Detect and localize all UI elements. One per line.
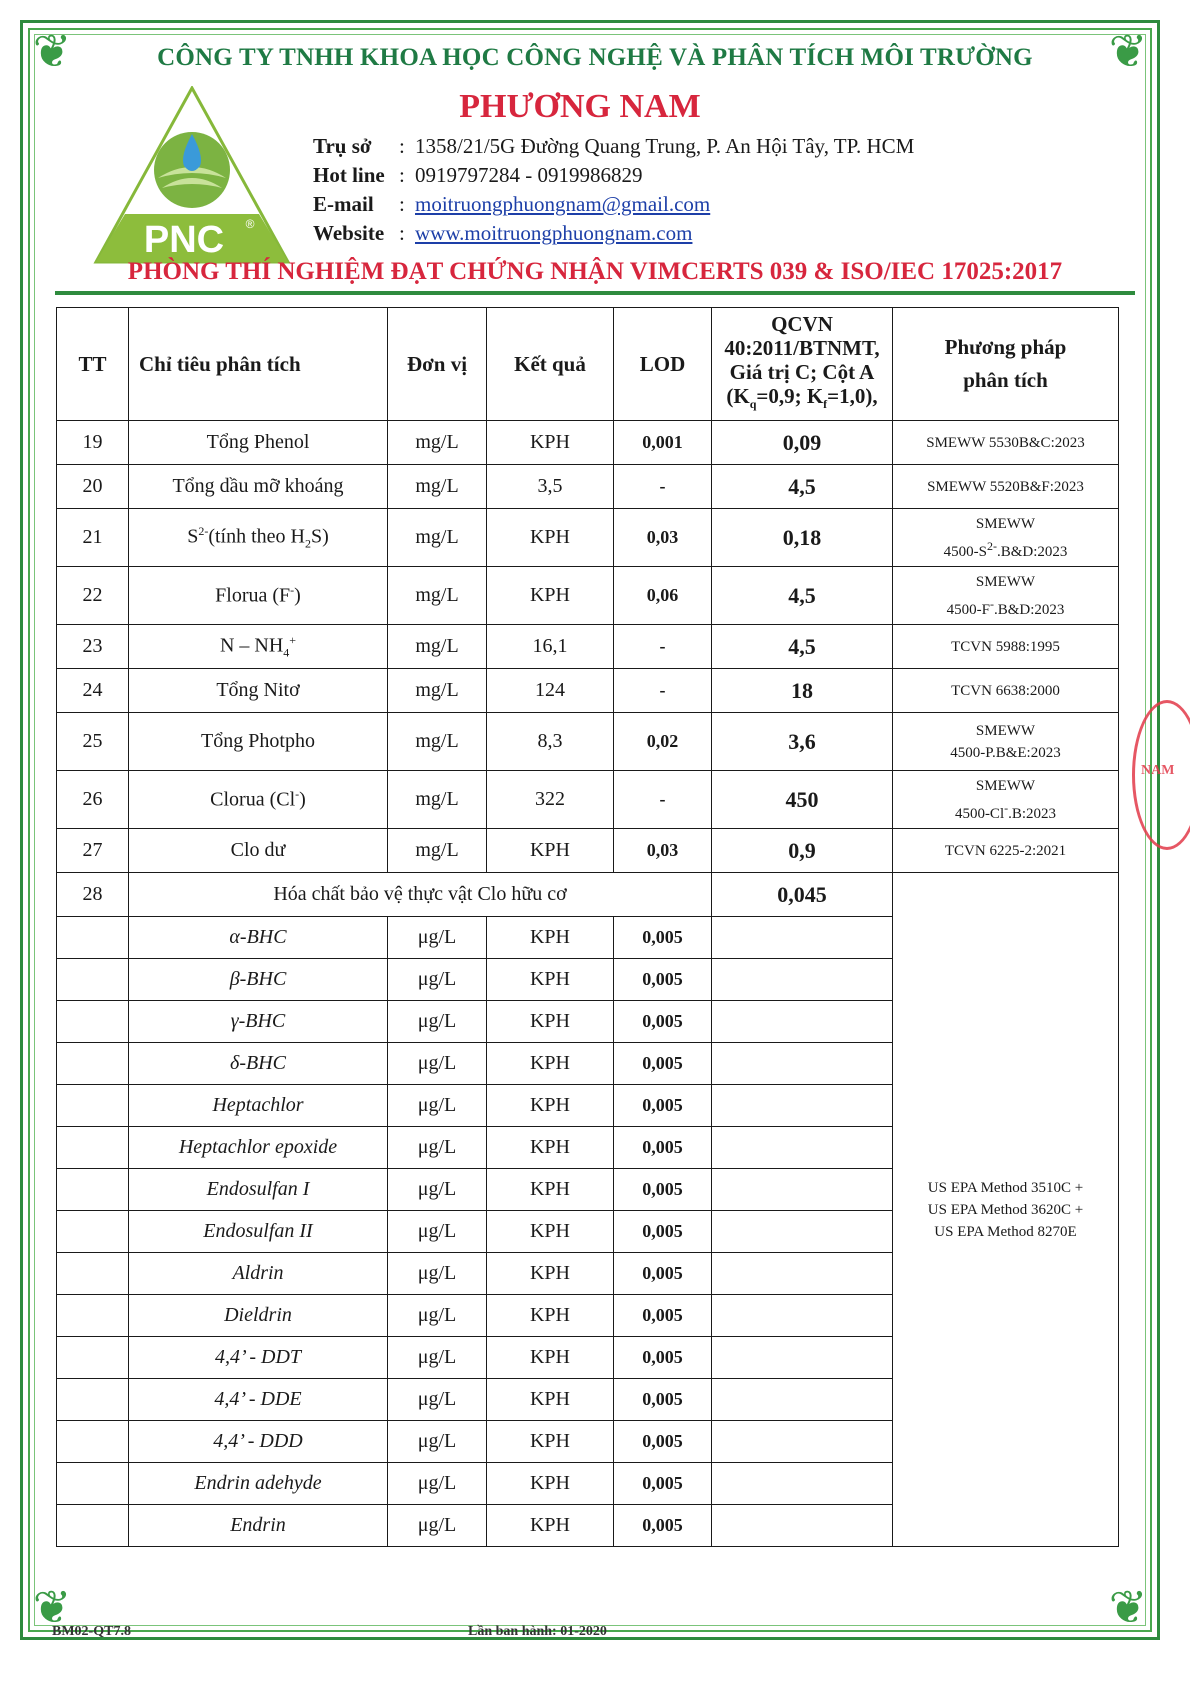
cell-qcvn: 3,6 <box>712 713 893 771</box>
method-superscript: 2- <box>986 538 997 553</box>
param-superscript: - <box>295 787 300 802</box>
cell-unit: μg/L <box>388 1169 487 1211</box>
method-text: .B&D:2023 <box>996 543 1068 560</box>
website-label: Website <box>313 221 385 245</box>
cell-tt: 24 <box>57 669 129 713</box>
contact-info <box>313 132 914 248</box>
cell-parameter <box>129 771 388 829</box>
cell-result: KPH <box>487 1463 614 1505</box>
header-unit: Đơn vị <box>388 308 487 421</box>
cell-result: KPH <box>487 1505 614 1547</box>
cell-result: KPH <box>487 917 614 959</box>
cell-qcvn <box>712 1337 893 1379</box>
method-text: .B&D:2023 <box>993 601 1065 618</box>
cell-tt: 27 <box>57 829 129 873</box>
qcvn-k-text: =0,9; K <box>756 383 824 408</box>
qcvn-k-text: (K <box>726 383 750 408</box>
cell-unit: μg/L <box>388 1043 487 1085</box>
cell-qcvn: 4,5 <box>712 465 893 509</box>
cell-method: TCVN 5988:1995 <box>893 625 1119 669</box>
cell-parameter: Clo dư <box>129 829 388 873</box>
cell-parameter: Dieldrin <box>129 1295 388 1337</box>
cell-tt <box>57 1337 129 1379</box>
cell-unit: mg/L <box>388 669 487 713</box>
cell-method: SMEWW 5530B&C:2023 <box>893 421 1119 465</box>
cell-unit: mg/L <box>388 625 487 669</box>
cell-group-name: Hóa chất bảo vệ thực vật Clo hữu cơ <box>129 873 712 917</box>
cell-tt <box>57 1505 129 1547</box>
cell-parameter: Endrin adehyde <box>129 1463 388 1505</box>
qcvn-line-4 <box>716 384 888 416</box>
cell-qcvn <box>712 1001 893 1043</box>
cell-unit: mg/L <box>388 771 487 829</box>
cell-qcvn: 0,045 <box>712 873 893 917</box>
cell-qcvn: 0,9 <box>712 829 893 873</box>
method-line-2: phân tích <box>963 368 1048 392</box>
cell-parameter <box>129 567 388 625</box>
cell-result: KPH <box>487 1127 614 1169</box>
header-qcvn <box>712 308 893 421</box>
param-text: ) <box>299 788 306 811</box>
cell-parameter: δ-BHC <box>129 1043 388 1085</box>
cell-qcvn <box>712 959 893 1001</box>
cell-tt <box>57 1127 129 1169</box>
method-line: US EPA Method 3620C + <box>927 1201 1084 1218</box>
address-row <box>313 132 914 161</box>
cell-lod: - <box>614 771 712 829</box>
cell-result: KPH <box>487 1211 614 1253</box>
results-table <box>56 307 1119 1547</box>
cell-lod: 0,03 <box>614 509 712 567</box>
cell-unit: μg/L <box>388 1211 487 1253</box>
cell-lod: 0,005 <box>614 1127 712 1169</box>
cell-method <box>893 567 1119 625</box>
registered-mark: ® <box>245 217 255 231</box>
param-text: S) <box>310 525 329 548</box>
qcvn-line-3: Giá trị C; Cột A <box>729 359 875 384</box>
cell-result: KPH <box>487 1085 614 1127</box>
cell-result: KPH <box>487 421 614 465</box>
cell-tt <box>57 1421 129 1463</box>
cell-lod: 0,005 <box>614 1421 712 1463</box>
cell-lod: 0,005 <box>614 1505 712 1547</box>
cell-unit: mg/L <box>388 713 487 771</box>
cell-parameter: Tổng dầu mỡ khoáng <box>129 465 388 509</box>
website-link[interactable]: www.moitruongphuongnam.com <box>415 221 693 245</box>
table-row <box>57 421 1119 465</box>
cell-unit: mg/L <box>388 829 487 873</box>
table-row <box>57 509 1119 567</box>
email-row <box>313 190 914 219</box>
brand-name: PHƯƠNG NAM <box>459 88 701 125</box>
cell-tt <box>57 1463 129 1505</box>
address-label: Trụ sở <box>313 134 372 158</box>
param-superscript: - <box>290 583 295 598</box>
address-value: 1358/21/5G Đường Quang Trung, P. An Hội Tây, TP. HCM <box>415 134 915 158</box>
header-tt: TT <box>57 308 129 421</box>
cell-group-method <box>893 873 1119 1547</box>
cell-parameter: 4,4’ - DDE <box>129 1379 388 1421</box>
table-row <box>57 829 1119 873</box>
cell-tt: 25 <box>57 713 129 771</box>
cell-result: KPH <box>487 959 614 1001</box>
cell-unit: μg/L <box>388 1085 487 1127</box>
cell-lod: 0,005 <box>614 1295 712 1337</box>
cell-qcvn: 0,18 <box>712 509 893 567</box>
cell-parameter: Tổng Photpho <box>129 713 388 771</box>
method-line: US EPA Method 8270E <box>934 1223 1077 1240</box>
table-row <box>57 771 1119 829</box>
cell-method <box>893 713 1119 771</box>
header-lod: LOD <box>614 308 712 421</box>
cell-unit: μg/L <box>388 1001 487 1043</box>
cell-tt <box>57 1379 129 1421</box>
cell-lod: 0,001 <box>614 421 712 465</box>
method-line <box>897 593 1114 621</box>
corner-ornament-icon: ❦ <box>32 26 72 77</box>
cell-tt: 20 <box>57 465 129 509</box>
cell-method <box>893 771 1119 829</box>
cell-result: 8,3 <box>487 713 614 771</box>
cell-lod: 0,005 <box>614 1211 712 1253</box>
cell-result: KPH <box>487 1043 614 1085</box>
table-row <box>57 669 1119 713</box>
cell-lod: 0,005 <box>614 1379 712 1421</box>
corner-ornament-icon: ❦ <box>32 1582 72 1633</box>
lab-accreditation: PHÒNG THÍ NGHIỆM ĐẠT CHỨNG NHẬN VIMCERTS 039 & ISO/IEC 17025:2017 <box>127 258 1063 285</box>
cell-tt <box>57 1295 129 1337</box>
cell-qcvn: 0,09 <box>712 421 893 465</box>
cell-tt: 28 <box>57 873 129 917</box>
method-line: SMEWW <box>975 777 1036 794</box>
cell-result: KPH <box>487 829 614 873</box>
cell-tt: 21 <box>57 509 129 567</box>
cell-result: 322 <box>487 771 614 829</box>
cell-result: KPH <box>487 1421 614 1463</box>
cell-result: KPH <box>487 1001 614 1043</box>
header-method <box>893 308 1119 421</box>
website-row <box>313 219 914 248</box>
email-link[interactable]: moitruongphuongnam@gmail.com <box>415 192 711 216</box>
method-line-1: Phương pháp <box>944 335 1067 359</box>
cell-qcvn: 4,5 <box>712 625 893 669</box>
cell-tt <box>57 1253 129 1295</box>
cell-parameter: Tổng Phenol <box>129 421 388 465</box>
cell-parameter: Endosulfan II <box>129 1211 388 1253</box>
cell-unit: μg/L <box>388 1379 487 1421</box>
header-parameter: Chỉ tiêu phân tích <box>129 308 388 421</box>
separator: : <box>399 163 405 187</box>
method-text: 4500-F <box>946 601 990 618</box>
method-line: SMEWW <box>975 722 1036 739</box>
cell-qcvn <box>712 1085 893 1127</box>
cell-tt <box>57 1001 129 1043</box>
header-result: Kết quả <box>487 308 614 421</box>
cell-result: KPH <box>487 1169 614 1211</box>
cell-parameter: γ-BHC <box>129 1001 388 1043</box>
cell-unit: μg/L <box>388 1295 487 1337</box>
method-line: 4500-P.B&E:2023 <box>950 744 1061 761</box>
cell-lod: 0,03 <box>614 829 712 873</box>
cell-method <box>893 509 1119 567</box>
cell-unit: mg/L <box>388 465 487 509</box>
cell-result: KPH <box>487 567 614 625</box>
cell-tt <box>57 1043 129 1085</box>
cell-qcvn <box>712 1379 893 1421</box>
method-line <box>897 535 1114 563</box>
method-text: 4500-Cl <box>954 805 1005 822</box>
cell-qcvn <box>712 1295 893 1337</box>
logo-text: PNC <box>143 219 225 261</box>
cell-result: KPH <box>487 509 614 567</box>
method-superscript: - <box>1004 800 1009 815</box>
cell-unit: μg/L <box>388 1421 487 1463</box>
table-row <box>57 625 1119 669</box>
cell-tt <box>57 959 129 1001</box>
param-text: S <box>187 525 199 548</box>
qcvn-line-1: QCVN <box>771 311 833 336</box>
cell-method: TCVN 6225-2:2021 <box>893 829 1119 873</box>
table-row <box>57 567 1119 625</box>
cell-result: 124 <box>487 669 614 713</box>
param-superscript: 2- <box>198 523 209 538</box>
cell-tt: 26 <box>57 771 129 829</box>
table-row <box>57 465 1119 509</box>
header-divider <box>55 291 1135 295</box>
cell-result: KPH <box>487 1253 614 1295</box>
cell-unit: mg/L <box>388 567 487 625</box>
table-row <box>57 713 1119 771</box>
cell-unit: μg/L <box>388 1505 487 1547</box>
cell-parameter: Endrin <box>129 1505 388 1547</box>
cell-lod: 0,02 <box>614 713 712 771</box>
separator: : <box>399 134 405 158</box>
cell-lod: 0,06 <box>614 567 712 625</box>
separator: : <box>399 221 405 245</box>
cell-parameter: Heptachlor <box>129 1085 388 1127</box>
issue-info: Lần ban hành: 01-2020 <box>468 1624 607 1639</box>
cell-parameter <box>129 625 388 669</box>
cell-lod: 0,005 <box>614 917 712 959</box>
qcvn-kq-subscript: q <box>749 397 757 412</box>
cell-tt: 19 <box>57 421 129 465</box>
cell-method: TCVN 6638:2000 <box>893 669 1119 713</box>
cell-parameter: β-BHC <box>129 959 388 1001</box>
method-text: .B:2023 <box>1008 805 1057 822</box>
company-name: CÔNG TY TNHH KHOA HỌC CÔNG NGHỆ VÀ PHÂN TÍCH MÔI TRƯỜNG <box>157 44 1033 71</box>
cell-lod: 0,005 <box>614 1337 712 1379</box>
cell-unit: μg/L <box>388 1337 487 1379</box>
cell-qcvn <box>712 1169 893 1211</box>
cell-lod: 0,005 <box>614 1169 712 1211</box>
cell-tt <box>57 917 129 959</box>
cell-parameter: Tổng Nitơ <box>129 669 388 713</box>
cell-tt <box>57 1211 129 1253</box>
hotline-row <box>313 161 914 190</box>
cell-result: KPH <box>487 1337 614 1379</box>
cell-parameter: Endosulfan I <box>129 1169 388 1211</box>
cell-lod: 0,005 <box>614 1001 712 1043</box>
cell-result: 3,5 <box>487 465 614 509</box>
hotline-value: 0919797284 - 0919986829 <box>415 163 643 187</box>
cell-parameter: 4,4’ - DDD <box>129 1421 388 1463</box>
hotline-label: Hot line <box>313 163 385 187</box>
cell-method: SMEWW 5520B&F:2023 <box>893 465 1119 509</box>
form-code: BM02-QT7.8 <box>52 1624 131 1639</box>
cell-lod: 0,005 <box>614 1085 712 1127</box>
separator: : <box>399 192 405 216</box>
table-row-group <box>57 873 1119 917</box>
qcvn-k-text: =1,0), <box>827 383 878 408</box>
cell-unit: μg/L <box>388 917 487 959</box>
param-text: Clorua (Cl <box>210 788 296 811</box>
qcvn-line-2: 40:2011/BTNMT, <box>724 335 880 360</box>
cell-qcvn <box>712 1211 893 1253</box>
param-subscript: 4 <box>283 645 290 660</box>
cell-result: KPH <box>487 1379 614 1421</box>
table-header-row <box>57 308 1119 421</box>
cell-tt <box>57 1085 129 1127</box>
method-line: SMEWW <box>975 515 1036 532</box>
cell-qcvn: 18 <box>712 669 893 713</box>
cell-unit: mg/L <box>388 421 487 465</box>
param-text: Florua (F <box>215 584 291 607</box>
cell-qcvn <box>712 1421 893 1463</box>
qcvn-kf-subscript: f <box>823 397 828 412</box>
company-logo <box>92 86 292 266</box>
cell-qcvn: 450 <box>712 771 893 829</box>
cell-qcvn <box>712 1505 893 1547</box>
cell-tt <box>57 1169 129 1211</box>
cell-qcvn <box>712 1127 893 1169</box>
cell-unit: μg/L <box>388 1127 487 1169</box>
cell-unit: μg/L <box>388 959 487 1001</box>
cell-lod: - <box>614 465 712 509</box>
cell-unit: μg/L <box>388 1463 487 1505</box>
cell-tt: 23 <box>57 625 129 669</box>
method-line: SMEWW <box>975 573 1036 590</box>
cell-lod: 0,005 <box>614 959 712 1001</box>
stamp-text: NAM <box>1141 763 1175 778</box>
cell-lod: 0,005 <box>614 1253 712 1295</box>
cell-result: KPH <box>487 1295 614 1337</box>
cell-unit: μg/L <box>388 1253 487 1295</box>
param-text: (tính theo H <box>208 525 305 548</box>
cell-qcvn: 4,5 <box>712 567 893 625</box>
corner-ornament-icon: ❦ <box>1108 1582 1148 1633</box>
cell-parameter <box>129 509 388 567</box>
cell-parameter: Aldrin <box>129 1253 388 1295</box>
corner-ornament-icon: ❦ <box>1108 26 1148 77</box>
email-label: E-mail <box>313 192 374 216</box>
method-superscript: - <box>989 596 994 611</box>
method-line: US EPA Method 3510C + <box>927 1179 1084 1196</box>
cell-qcvn <box>712 1253 893 1295</box>
cell-lod: 0,005 <box>614 1043 712 1085</box>
cell-qcvn <box>712 917 893 959</box>
cell-tt: 22 <box>57 567 129 625</box>
cell-lod: - <box>614 669 712 713</box>
param-subscript: 2 <box>304 536 311 551</box>
cell-parameter: Heptachlor epoxide <box>129 1127 388 1169</box>
cell-lod: - <box>614 625 712 669</box>
cell-result: 16,1 <box>487 625 614 669</box>
method-line <box>897 797 1114 825</box>
cell-parameter: α-BHC <box>129 917 388 959</box>
param-text: ) <box>294 584 301 607</box>
cell-qcvn <box>712 1043 893 1085</box>
param-superscript: + <box>289 632 297 647</box>
method-text: 4500-S <box>943 543 987 560</box>
cell-qcvn <box>712 1463 893 1505</box>
cell-unit: mg/L <box>388 509 487 567</box>
cell-parameter: 4,4’ - DDT <box>129 1337 388 1379</box>
cell-lod: 0,005 <box>614 1463 712 1505</box>
param-text: N – NH <box>219 634 284 657</box>
